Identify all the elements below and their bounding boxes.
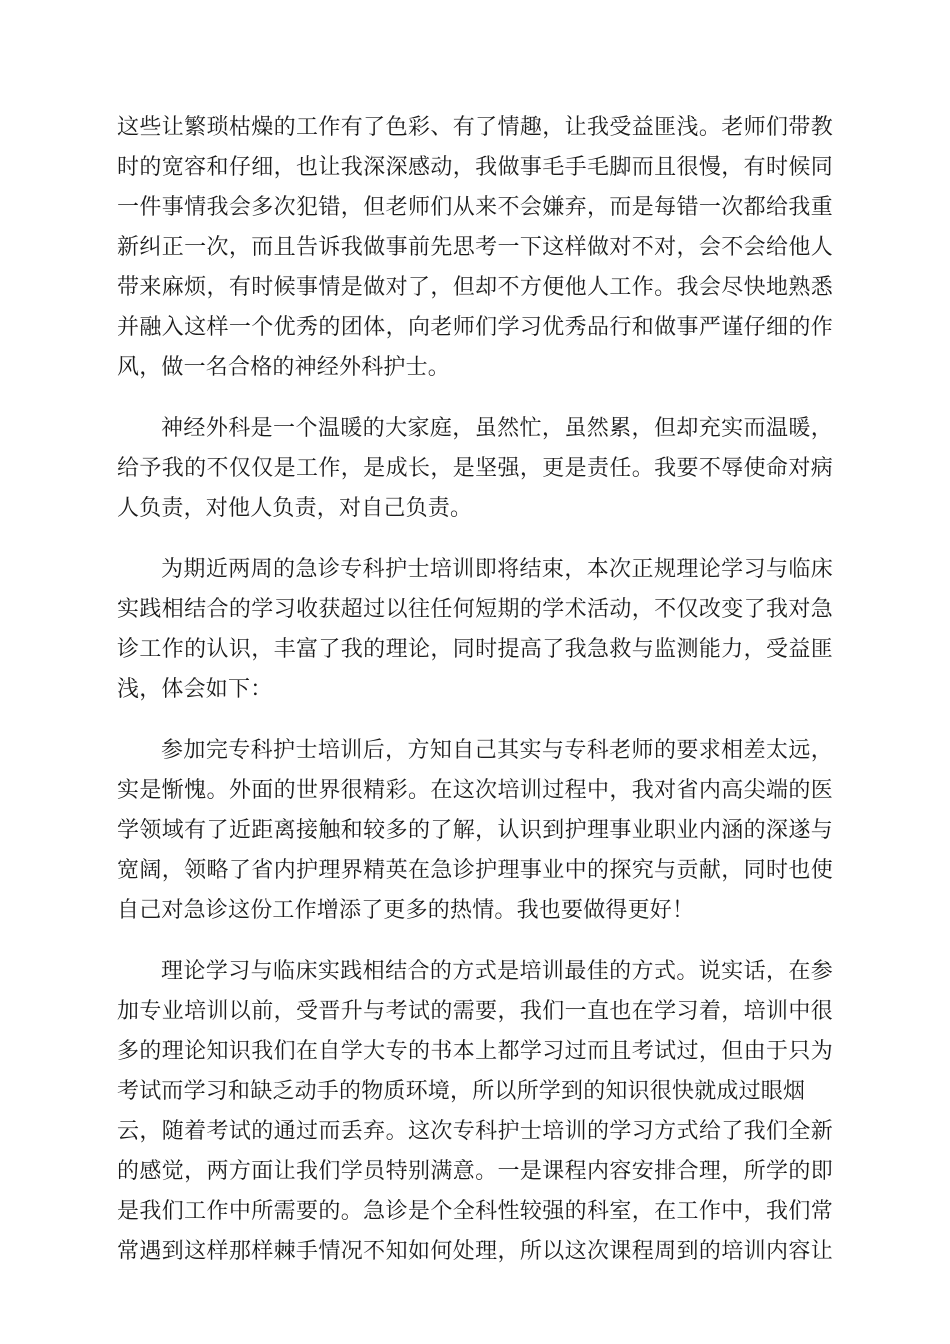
text-line: 时的宽容和仔细，也让我深深感动，我做事毛手毛脚而且很慢，有时候同	[117, 155, 833, 180]
text-line: 为期近两周的急诊专科护士培训即将结束，本次正规理论学习与临床	[161, 557, 833, 582]
text-line: 多的理论知识我们在自学大专的书本上都学习过而且考试过，但由于只为	[117, 1039, 833, 1064]
text-line: 参加完专科护士培训后，方知自己其实与专科老师的要求相差太远，	[161, 738, 833, 763]
text-line: 一件事情我会多次犯错，但老师们从来不会嫌弃，而是每错一次都给我重	[117, 195, 833, 220]
text-line: 是我们工作中所需要的。急诊是个全科性较强的科室，在工作中，我们常	[117, 1199, 833, 1224]
document-body	[117, 108, 833, 1293]
text-line: 加专业培训以前，受晋升与考试的需要，我们一直也在学习着，培训中很	[117, 999, 833, 1024]
text-line: 考试而学习和缺乏动手的物质环境，所以所学到的知识很快就成过眼烟	[117, 1079, 806, 1104]
text-line: 神经外科是一个温暖的大家庭，虽然忙，虽然累，但却充实而温暖，	[161, 416, 833, 441]
paragraph-5	[117, 952, 833, 1272]
text-line: 浅，体会如下：	[117, 677, 273, 702]
text-line: 新纠正一次，而且告诉我做事前先思考一下这样做对不对，会不会给他人	[117, 235, 833, 260]
text-line: 并融入这样一个优秀的团体，向老师们学习优秀品行和做事严谨仔细的作	[117, 315, 833, 340]
paragraph-3	[117, 550, 833, 710]
paragraph-4	[117, 731, 833, 931]
paragraph-2	[117, 409, 833, 529]
text-line: 给予我的不仅仅是工作，是成长，是坚强，更是责任。我要不辱使命对病	[117, 456, 833, 481]
text-line: 诊工作的认识，丰富了我的理论，同时提高了我急救与监测能力，受益匪	[117, 637, 833, 662]
text-line: 理论学习与临床实践相结合的方式是培训最佳的方式。说实话，在参	[161, 959, 833, 984]
text-line: 这些让繁琐枯燥的工作有了色彩、有了情趣，让我受益匪浅。老师们带教	[117, 115, 833, 140]
text-line: 宽阔，领略了省内护理界精英在急诊护理事业中的探究与贡献，同时也使	[117, 858, 833, 883]
text-line: 常遇到这样那样棘手情况不知如何处理，所以这次课程周到的培训内容让	[117, 1239, 833, 1264]
paragraph-1	[117, 108, 833, 388]
text-line: 带来麻烦，有时候事情是做对了，但却不方便他人工作。我会尽快地熟悉	[117, 275, 833, 300]
text-line: 人负责，对他人负责，对自己负责。	[117, 496, 473, 521]
text-line: 的感觉，两方面让我们学员特别满意。一是课程内容安排合理，所学的即	[117, 1159, 833, 1184]
text-line: 云，随着考试的通过而丢弃。这次专科护士培训的学习方式给了我们全新	[117, 1119, 833, 1144]
text-line: 实是惭愧。外面的世界很精彩。在这次培训过程中，我对省内高尖端的医	[117, 778, 833, 803]
text-line: 自己对急诊这份工作增添了更多的热情。我也要做得更好！	[117, 898, 695, 923]
text-line: 学领域有了近距离接触和较多的了解，认识到护理事业职业内涵的深遂与	[117, 818, 833, 843]
text-line: 风，做一名合格的神经外科护士。	[117, 355, 451, 380]
text-line: 实践相结合的学习收获超过以往任何短期的学术活动，不仅改变了我对急	[117, 597, 833, 622]
